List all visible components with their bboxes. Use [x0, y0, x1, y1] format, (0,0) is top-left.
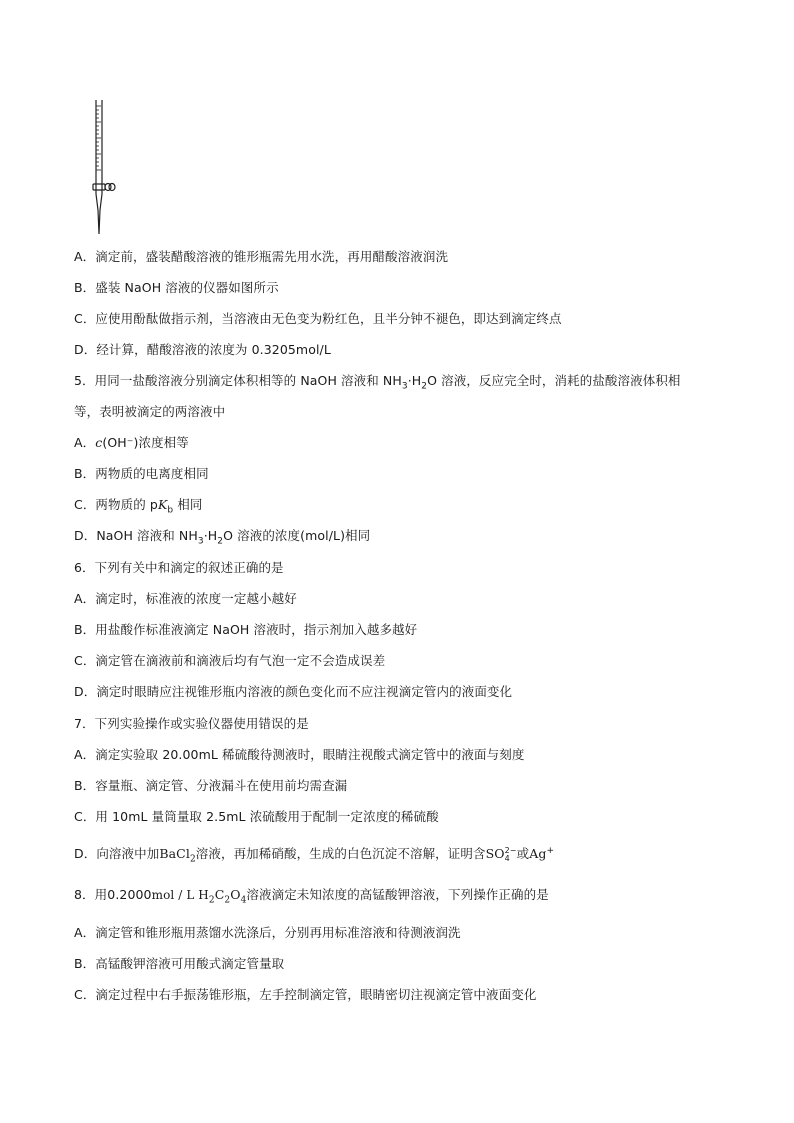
q7-option-a: A．滴定实验取 20.00mL 稀硫酸待测液时，眼睛注视酸式滴定管中的液面与刻度	[74, 747, 525, 762]
q5-option-b: B．两物质的电离度相同	[74, 466, 209, 481]
q4-option-d: D．经计算，醋酸溶液的浓度为 0.3205mol/L	[74, 342, 331, 357]
q6-option-c: C．滴定管在滴液前和滴液后均有气泡一定不会造成误差	[74, 653, 386, 668]
q5-option-d: D．NaOH 溶液和 $NH_3\cdot H_2O$ 溶液的浓度(mol/L)相同	[74, 528, 371, 547]
q8-option-a: A．滴定管和锥形瓶用蒸馏水洗涤后，分别再用标准溶液和待测液润洗	[74, 925, 461, 940]
q6-option-d: D．滴定时眼睛应注视锥形瓶内溶液的颜色变化而不应注视滴定管内的液面变化	[74, 684, 513, 699]
q7-option-b: B．容量瓶、滴定管、分液漏斗在使用前均需查漏	[74, 778, 348, 793]
q7-option-c: C．用 10mL 量筒量取 2.5mL 浓硫酸用于配制一定浓度的稀硫酸	[74, 809, 439, 824]
q7-stem: 7．下列实验操作或实验仪器使用错误的是	[74, 716, 309, 731]
q8-option-c: C．滴定过程中右手振荡锥形瓶，左手控制滴定管，眼睛密切注视滴定管中液面变化	[74, 987, 537, 1002]
q6-option-a: A．滴定时，标准液的浓度一定越小越好	[74, 591, 297, 606]
q5-stem-line1: 5．用同一盐酸溶液分别滴定体积相等的 NaOH 溶液和 $NH_3\cdot H_2O$ 溶液，反应完全时，消耗的盐酸溶液体积相	[74, 373, 681, 392]
q4-option-b: B．盛装 NaOH 溶液的仪器如图所示	[74, 280, 279, 295]
q6-option-b: B．用盐酸作标准液滴定 NaOH 溶液时，指示剂加入越多越好	[74, 622, 418, 637]
q5-option-a: A．c(OH⁻)浓度相等	[74, 435, 189, 450]
q5-stem-line2: 等，表明被滴定的两溶液中	[74, 404, 226, 419]
burette-figure	[86, 98, 126, 238]
q6-stem: 6．下列有关中和滴定的叙述正确的是	[74, 560, 284, 575]
q4-option-a: A．滴定前，盛装醋酸溶液的锥形瓶需先用水洗，再用醋酸溶液润洗	[74, 249, 449, 264]
q7-option-d: D．向溶液中加BaCl$_2$溶液，再加稀硝酸，生成的白色沉淀不溶解，证明含SO 2− 4 或Ag+	[74, 845, 555, 865]
q5-option-c: C．两物质的 $pK_b$ 相同	[74, 497, 203, 516]
q4-option-c: C．应使用酚酞做指示剂，当溶液由无色变为粉红色，且半分钟不褪色，即达到滴定终点	[74, 311, 562, 326]
q8-stem: 8．用0.2000mol / L $H_2C_2O_4$溶液滴定未知浓度的高锰酸钾溶液，下列操作正确的是	[74, 887, 549, 906]
q8-option-b: B．高锰酸钾溶液可用酸式滴定管量取	[74, 956, 285, 971]
